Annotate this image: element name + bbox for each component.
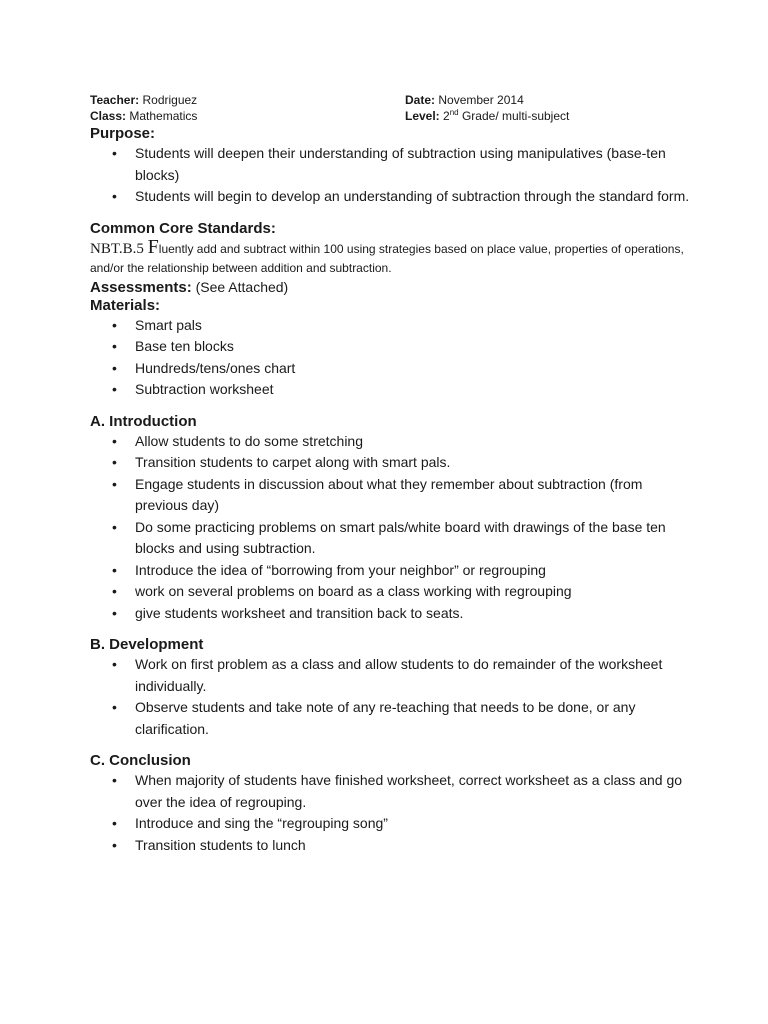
spacer bbox=[90, 208, 690, 220]
spacer bbox=[90, 401, 690, 413]
list-item: • Allow students to do some stretching bbox=[90, 431, 690, 453]
level-value-pre: 2 bbox=[443, 109, 450, 123]
list-item: • Hundreds/tens/ones chart bbox=[90, 358, 690, 380]
class-line bbox=[90, 108, 197, 124]
list-item: • Students will begin to develop an understanding of subtraction through the standard form. bbox=[90, 186, 690, 208]
level-superscript: nd bbox=[449, 108, 459, 117]
standard-body: luently add and subtract within 100 using strategies based on place value, properties of operations, and/or the relationship between addition and subtraction. bbox=[90, 241, 684, 275]
list-item: • Transition students to carpet along with smart pals. bbox=[90, 452, 690, 474]
conclusion-list bbox=[90, 770, 690, 856]
development-heading: B. Development bbox=[90, 636, 204, 653]
header-left-column bbox=[90, 92, 197, 124]
list-item: • Base ten blocks bbox=[90, 336, 690, 358]
purpose-heading: Purpose: bbox=[90, 125, 156, 142]
list-item: • Engage students in discussion about what they remember about subtraction (from previous day) bbox=[90, 474, 690, 517]
standards-heading: Common Core Standards: bbox=[90, 219, 276, 237]
spacer bbox=[90, 740, 690, 752]
list-item: • When majority of students have finished worksheet, correct worksheet as a class and go over the idea of regrouping. bbox=[90, 770, 690, 813]
class-label: Class: bbox=[90, 109, 127, 123]
header-right-column bbox=[405, 92, 569, 124]
introduction-list bbox=[90, 431, 690, 625]
standard-first-letter: F bbox=[147, 235, 159, 258]
level-label: Level: bbox=[405, 109, 440, 123]
date-line bbox=[405, 92, 569, 108]
conclusion-heading: C. Conclusion bbox=[90, 752, 191, 769]
level-line bbox=[405, 108, 569, 124]
purpose-list bbox=[90, 143, 690, 208]
list-item: • Smart pals bbox=[90, 315, 690, 337]
list-item: • give students worksheet and transition back to seats. bbox=[90, 603, 690, 625]
teacher-value: Rodriguez bbox=[142, 93, 198, 107]
materials-heading: Materials: bbox=[90, 296, 161, 314]
standard-text bbox=[90, 235, 690, 278]
list-item: • Introduce the idea of “borrowing from your neighbor” or regrouping bbox=[90, 560, 690, 582]
development-list bbox=[90, 654, 690, 740]
list-item: • Observe students and take note of any re-teaching that needs to be done, or any clarification. bbox=[90, 697, 690, 740]
lesson-content bbox=[90, 125, 690, 856]
spacer bbox=[90, 624, 690, 636]
assessments-line bbox=[90, 278, 690, 297]
list-item: • Students will deepen their understanding of subtraction using manipulatives (base-ten blocks) bbox=[90, 143, 690, 186]
standard-code: NBT.B.5 bbox=[90, 240, 148, 257]
date-value: November 2014 bbox=[438, 93, 524, 107]
teacher-label: Teacher: bbox=[90, 93, 140, 107]
teacher-line bbox=[90, 92, 197, 108]
assessments-label: Assessments: bbox=[90, 278, 192, 296]
list-item: • Do some practicing problems on smart pals/white board with drawings of the base ten blocks and using subtraction. bbox=[90, 517, 690, 560]
list-item: • Introduce and sing the “regrouping song” bbox=[90, 813, 690, 835]
list-item: • Transition students to lunch bbox=[90, 835, 690, 857]
list-item: • work on several problems on board as a class working with regrouping bbox=[90, 581, 690, 603]
list-item: • Subtraction worksheet bbox=[90, 379, 690, 401]
level-value-post: Grade/ multi-subject bbox=[461, 109, 570, 123]
date-label: Date: bbox=[405, 93, 436, 107]
materials-list bbox=[90, 315, 690, 401]
assessments-value: (See Attached) bbox=[191, 278, 289, 295]
introduction-heading: A. Introduction bbox=[90, 412, 197, 430]
list-item: • Work on first problem as a class and allow students to do remainder of the worksheet individually. bbox=[90, 654, 690, 697]
class-value: Mathematics bbox=[129, 109, 198, 123]
